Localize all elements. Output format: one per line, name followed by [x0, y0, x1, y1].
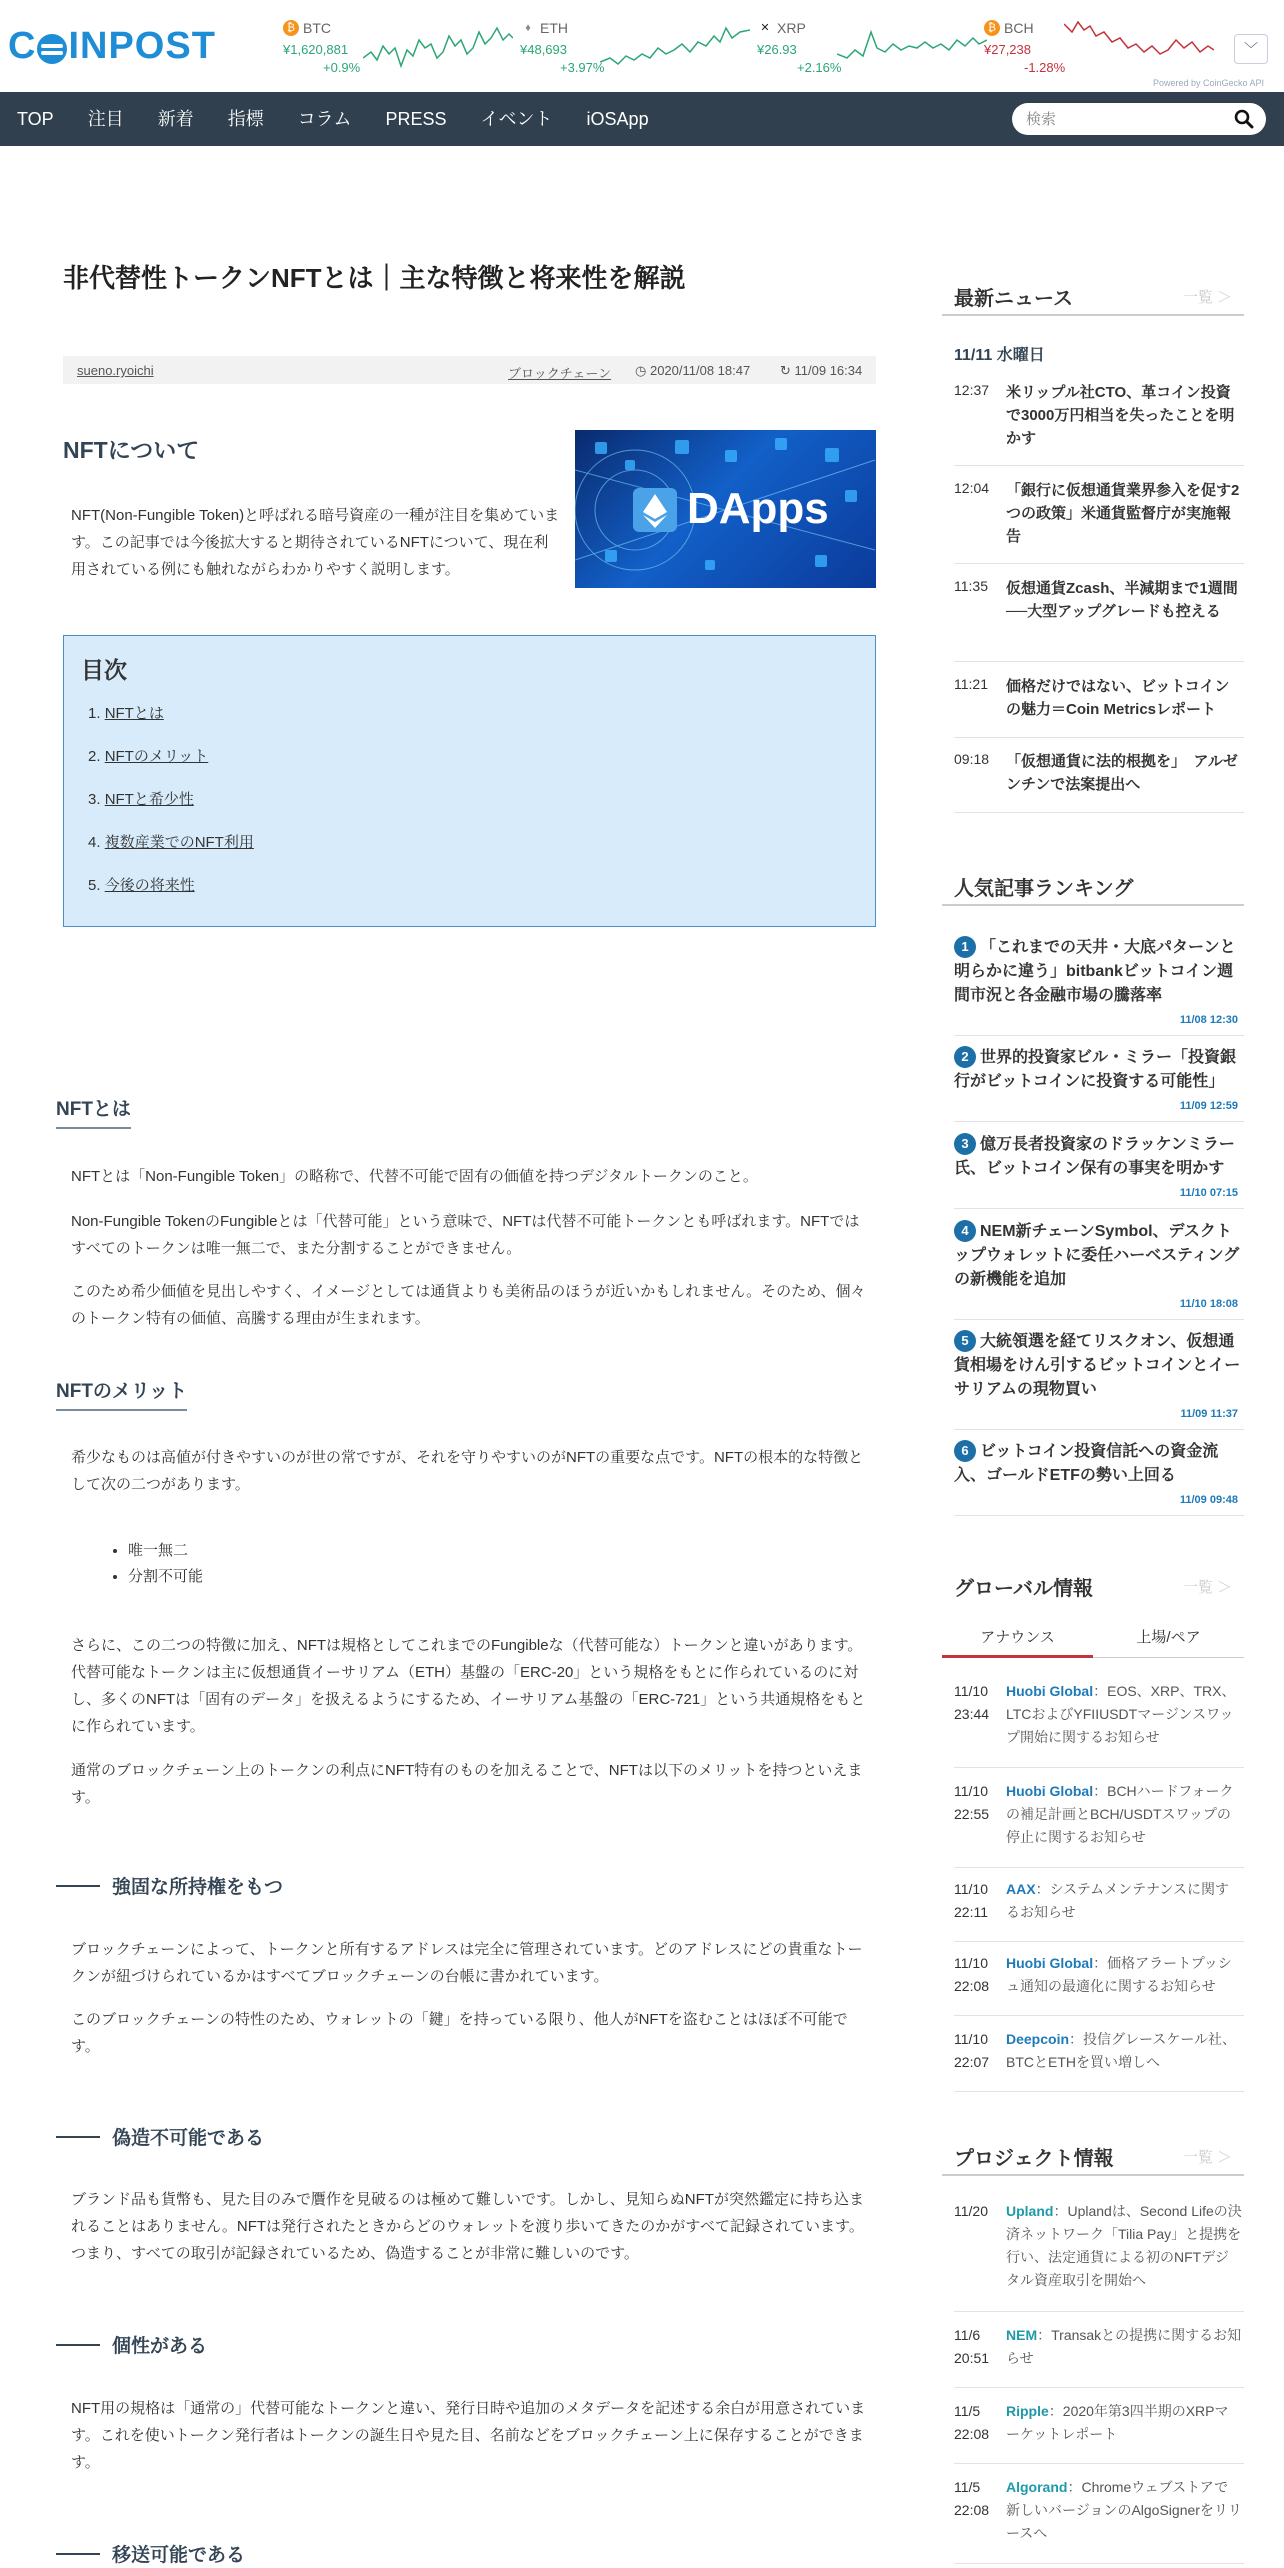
chevron-down-icon: ﹀: [1244, 41, 1258, 57]
project-info-title: プロジェクト情報: [954, 2148, 1114, 2170]
tab-listings[interactable]: 上場/ペア: [1093, 1618, 1244, 1658]
ticker-change: +3.97%: [560, 60, 605, 75]
bitcoin-cash-icon: ₿: [984, 20, 1000, 36]
project-item[interactable]: 11/6 20:51 NEM：Transakとの提携に関するお知らせ: [954, 2324, 1244, 2388]
toc-item: 4. 複数産業でのNFT利用: [88, 834, 254, 851]
global-more-link[interactable]: 一覧 ＞: [1182, 1579, 1232, 1596]
global-item[interactable]: 11/10 22:07 Deepcoin：投信グレースケール社、BTCとETHを買い増しへ: [954, 2028, 1244, 2092]
tab-announcements[interactable]: アナウンス: [942, 1618, 1093, 1658]
article-title: 非代替性トークンNFTとは｜主な特徴と将来性を解説: [63, 263, 686, 293]
powered-by[interactable]: Powered by CoinGecko API: [1152, 78, 1264, 88]
news-item[interactable]: 09:18 「仮想通貨に法的根拠を」 アルゼンチンで法案提出へ: [954, 751, 1244, 813]
news-date: 11/11 水曜日: [954, 347, 1045, 364]
posted-date: ◷ 2020/11/08 18:47: [635, 363, 751, 378]
subheading: 個性がある: [56, 2331, 207, 2358]
paragraph: このブロックチェーンの特性のため、ウォレットの「鍵」を持っている限り、他人がNFTを盗むことはほぼ不可能です。: [71, 2011, 848, 2055]
eth-sparkline: [600, 18, 750, 74]
bch-sparkline: [1064, 18, 1214, 74]
nav-item-featured[interactable]: 注目: [87, 109, 124, 129]
ranking-item[interactable]: 2 世界的投資家ビル・ミラー「投資銀行がビットコインに投資する可能性」 11/09 12:59: [954, 1046, 1244, 1122]
article: [56, 260, 876, 2566]
project-info-header: [942, 2130, 1244, 2176]
news-item[interactable]: 12:37 米リップル社CTO、革コイン投資で3000万円相当を失ったことを明かす: [954, 382, 1244, 466]
ranking-title: 人気記事ランキング: [954, 878, 1134, 900]
news-item[interactable]: 11:21 価格だけではない、ビットコインの魅力＝Coin Metricsレポート: [954, 676, 1244, 738]
toc-item: 3. NFTと希少性: [88, 791, 194, 808]
hero-image: [575, 430, 876, 588]
ticker-change: -1.28%: [1024, 60, 1066, 75]
subheading: 移送可能である: [56, 2540, 245, 2567]
expand-tickers-button[interactable]: [1234, 34, 1268, 64]
subheading: 強固な所持権をもつ: [56, 1872, 283, 1899]
rank-badge: 6: [954, 1440, 976, 1462]
rank-badge: 5: [954, 1330, 976, 1352]
btc-sparkline: [363, 18, 513, 74]
section-heading-nft: NFTとは: [56, 1094, 131, 1129]
global-info-header: [942, 1560, 1244, 1606]
section-heading-merit: NFTのメリット: [56, 1376, 187, 1411]
refresh-icon: ↻: [780, 363, 795, 378]
ticker-price: ¥26.93: [757, 42, 797, 57]
global-item[interactable]: 11/10 22:08 Huobi Global：価格アラートプッシュ通知の最適化に関するお知らせ: [954, 1952, 1244, 2016]
global-item[interactable]: 11/10 22:11 AAX：システムメンテナンスに関するお知らせ: [954, 1878, 1244, 1942]
ranking-item[interactable]: 4 NEM新チェーンSymbol、デスクトップウォレットに委任ハーベスティングの新機能を追加 11/10 18:08: [954, 1220, 1244, 1320]
table-of-contents: [63, 635, 876, 927]
coinpost-logo[interactable]: C INPOST: [8, 24, 216, 67]
project-item[interactable]: 11/20 Upland：Uplandは、Second Lifeの決済ネットワーク「Tilia Pay」と提携を行い、法定通貨による初のNFTデジタル資産取引を開始へ: [954, 2200, 1244, 2312]
nav-item-indicators[interactable]: 指標: [227, 109, 264, 129]
global-item[interactable]: 11/10 23:44 Huobi Global：EOS、XRP、TRX、LTCおよびYFIIUSDTマージンスワップ開始に関するお知らせ: [954, 1680, 1244, 1768]
article-meta: [63, 356, 876, 384]
ticker-price: ¥48,693: [520, 42, 567, 57]
rank-badge: 1: [954, 936, 976, 958]
toc-link-future[interactable]: 今後の将来性: [104, 877, 195, 894]
ticker-xrp[interactable]: ✕ XRP ¥26.93 +2.16%: [757, 18, 987, 80]
nav-item-iosapp[interactable]: iOSApp: [586, 109, 649, 129]
nav-item-press[interactable]: PRESS: [385, 109, 447, 129]
paragraph: NFTとは「Non-Fungible Token」の略称で、代替不可能で固有の価値を持つデジタルトークンのこと。: [71, 1168, 758, 1185]
xrp-sparkline: [837, 18, 987, 74]
ranking-item[interactable]: 3 億万長者投資家のドラッケンミラー氏、ビットコイン保有の事実を明かす 11/10 07:15: [954, 1133, 1244, 1209]
main-nav: [0, 92, 1284, 146]
feature-list: [128, 1538, 203, 1590]
news-item[interactable]: 12:04 「銀行に仮想通貨業界参入を促す2つの政策」米通貨監督庁が実施報告: [954, 480, 1244, 564]
updated-date: ↻ 11/09 16:34: [780, 363, 863, 378]
paragraph: ブランド品も貨幣も、見た目のみで贋作を見破るのは極めて難しいです。しかし、見知らぬNFTが突然鑑定に持ち込まれることはありません。NFTは発行されたときからどのウォレットを渡り歩いてきたのかがすべて記録されています。つまり、すべての取引が記録されているため、偽造することが非常に難しいのです。: [71, 2191, 864, 2262]
nav-item-column[interactable]: コラム: [297, 109, 352, 129]
global-info-title: グローバル情報: [954, 1578, 1093, 1600]
toc-link-rarity[interactable]: NFTと希少性: [104, 791, 194, 808]
toc-item: 2. NFTのメリット: [88, 748, 209, 765]
ticker-change: +0.9%: [323, 60, 361, 75]
paragraph: このため希少価値を見出しやすく、イメージとしては通貨よりも美術品のほうが近いかもしれません。そのため、個々のトークン特有の価値、高騰する理由が生まれます。: [71, 1283, 866, 1327]
category-link[interactable]: ブロックチェーン: [508, 366, 612, 381]
search-input[interactable]: [1026, 109, 1216, 129]
list-item: • 唯一無二: [128, 1538, 203, 1564]
ranking-header: [942, 860, 1244, 906]
paragraph: Non-Fungible TokenのFungibleとは「代替可能」という意味で、NFTは代替不可能トークンとも呼ばれます。NFTではすべてのトークンは唯一無二で、また分割することができません。: [71, 1213, 860, 1257]
ranking-item[interactable]: 6 ビットコイン投資信託への資金流入、ゴールドETFの勢い上回る 11/09 09:48: [954, 1440, 1244, 1516]
toc-link-merit[interactable]: NFTのメリット: [104, 748, 209, 765]
search-box: [1012, 103, 1266, 135]
rank-badge: 4: [954, 1220, 976, 1242]
nav-item-events[interactable]: イベント: [480, 109, 553, 129]
rank-badge: 3: [954, 1133, 976, 1155]
rank-badge: 2: [954, 1046, 976, 1068]
latest-news-header: [942, 270, 1244, 316]
search-icon[interactable]: [1234, 109, 1254, 129]
global-tabs: [942, 1618, 1244, 1658]
ticker-eth[interactable]: ♦ ETH ¥48,693 +3.97%: [520, 18, 750, 80]
toc-item: 1. NFTとは: [88, 705, 164, 722]
paragraph: 通常のブロックチェーン上のトークンの利点にNFT特有のものを加えることで、NFTは以下のメリットを持つといえます。: [71, 1762, 863, 1806]
ethereum-icon: ♦: [520, 20, 536, 36]
clock-icon: ◷: [635, 363, 650, 378]
toc-item: 5. 今後の将来性: [88, 877, 195, 894]
author-link[interactable]: sueno.ryoichi: [77, 363, 154, 378]
news-item[interactable]: 11:35 仮想通貨Zcash、半減期まで1週間──大型アップグレードも控える: [954, 578, 1244, 662]
ticker-bch[interactable]: ₿ BCH ¥27,238 -1.28%: [984, 18, 1214, 80]
intro-text: NFT(Non-Fungible Token)と呼ばれる暗号資産の一種が注目を集めています。この記事では今後拡大すると期待されているNFTについて、現在利用されている例にも触れながらわかりやすく説明します。: [71, 507, 560, 578]
nav-item-new[interactable]: 新着: [157, 109, 194, 129]
intro-heading: NFTについて: [63, 437, 200, 463]
paragraph: さらに、この二つの特徴に加え、NFTは規格としてこれまでのFungibleな（代替可能な）トークンと違いがあります。代替可能なトークンは主に仮想通貨イーサリアム（ETH）基盤の「ERC-20」という規格をもとに作られているのに対し、多くのNFTは「固有のデータ」を扱えるようにするため、イーサリアム基盤の「ERC-721」という共通規格をもとに作られています。: [71, 1637, 866, 1735]
project-item[interactable]: 11/5 22:08 Ripple：2020年第3四半期のXRPマーケットレポート: [954, 2400, 1244, 2464]
toc-title: 目次: [81, 657, 127, 683]
ranking-item[interactable]: 1 「これまでの天井・大底パターンと明らかに違う」bitbankビットコイン週間市況と各金融市場の騰落率 11/08 12:30: [954, 936, 1244, 1036]
site-header: [0, 0, 1284, 90]
toc-link-industries[interactable]: 複数産業でのNFT利用: [104, 834, 254, 851]
global-item[interactable]: 11/10 22:55 Huobi Global：BCHハードフォークの補足計画とBCH/USDTスワップの停止に関するお知らせ: [954, 1780, 1244, 1868]
news-more-link[interactable]: 一覧 ＞: [1182, 289, 1232, 306]
bitcoin-icon: ₿: [283, 20, 299, 36]
toc-link-nft[interactable]: NFTとは: [104, 705, 164, 722]
subheading: 偽造不可能である: [56, 2123, 264, 2150]
hero-label: DApps: [687, 484, 829, 533]
project-item[interactable]: 11/5 22:08 Algorand：Chromeウェブストアで新しいバージョンのAlgoSignerをリリースへ: [954, 2476, 1244, 2564]
ranking-item[interactable]: 5 大統領選を経てリスクオン、仮想通貨相場をけん引するビットコインとイーサリアムの現物買い 11/09 11:37: [954, 1330, 1244, 1430]
ticker-price: ¥27,238: [984, 42, 1031, 57]
ticker-btc[interactable]: ₿ BTC ¥1,620,881 +0.9%: [283, 18, 513, 80]
latest-news-title: 最新ニュース: [954, 288, 1073, 310]
project-more-link[interactable]: 一覧 ＞: [1182, 2149, 1232, 2166]
ticker-price: ¥1,620,881: [283, 42, 349, 57]
paragraph: NFT用の規格は「通常の」代替可能なトークンと違い、発行日時や追加のメタデータを記述する余白が用意されています。これを使いトークン発行者はトークンの誕生日や見た目、名前などをブロックチェーン上に保存することができます。: [71, 2400, 866, 2471]
xrp-icon: ✕: [757, 20, 773, 36]
ticker-change: +2.16%: [797, 60, 842, 75]
paragraph: 希少なものは高値が付きやすいのが世の常ですが、それを守りやすいのがNFTの重要な点です。NFTの根本的な特徴として次の二つがあります。: [71, 1449, 864, 1493]
nav-item-top[interactable]: TOP: [17, 109, 54, 129]
list-item: • 分割不可能: [128, 1564, 203, 1590]
paragraph: ブロックチェーンによって、トークンと所有するアドレスは完全に管理されています。どのアドレスにどの貴重なトークンが紐づけられているかはすべてブロックチェーンの台帳に書かれています。: [71, 1941, 863, 1985]
